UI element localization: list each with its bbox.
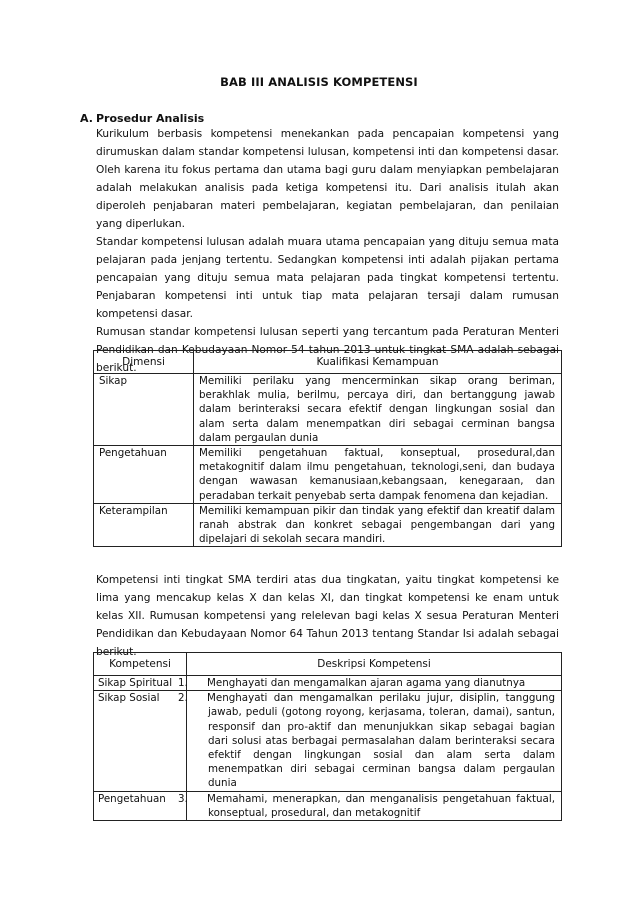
row-label: Pengetahuan: [94, 791, 187, 820]
row-description-item: [178, 676, 555, 690]
row-description: [178, 676, 562, 691]
item-number: 1.: [178, 677, 188, 689]
row-description: [178, 691, 562, 791]
paragraph-kompetensi-inti: [96, 571, 559, 661]
table-row: [94, 691, 562, 791]
row-label: Sikap: [94, 374, 194, 446]
table-row: [94, 503, 562, 547]
header-kompetensi: Kompetensi: [94, 653, 187, 676]
intro-paragraphs: [96, 125, 559, 377]
item-text: Menghayati dan mengamalkan ajaran agama yang dianutnya: [207, 677, 526, 689]
row-label: Keterampilan: [94, 503, 194, 547]
paragraph-standar-kompetensi: Standar kompetensi lulusan adalah muara utama pencapaian yang dituju semua mata pelajaran pada jenjang tertentu. Sedangkan kompetensi inti adalah pijakan pertama pencapaian yang dituju semua mata pelajaran pada tingkat kompetensi tertentu. Penjabaran kompetensi inti untuk tiap mata pelajaran tersaji dalam rumusan kompetensi dasar.: [96, 236, 559, 320]
row-label: Sikap Sosial: [94, 691, 187, 791]
row-description: [178, 791, 562, 820]
table-row: [94, 791, 562, 820]
row-label: Sikap Spiritual: [94, 676, 187, 691]
row-description-item: [178, 792, 555, 820]
row-description: Memiliki perilaku yang mencerminkan sikap orang beriman, berakhlak mulia, berilmu, percaya diri, dan bertanggung jawab dalam berinteraksi secara efektif dengan lingkungan sosial dan alam serta dalam menempatkan diri sebagai cerminan bangsa dalam pergaulan dunia: [194, 374, 562, 446]
item-number: 3.: [178, 792, 188, 805]
table-header-row: [94, 351, 562, 374]
table-row: [94, 676, 562, 691]
row-description: Memiliki pengetahuan faktual, konseptual, prosedural,dan metakognitif dalam ilmu pengetahuan, teknologi,seni, dan budaya dengan wawasan kemanusiaan,kebangsaan, kenegaraan, dan peradaban terkait penyebab serta dampak fenomena dan kejadian.: [194, 446, 562, 504]
table-standar-kompetensi-lulusan: [93, 350, 562, 547]
row-description: Memiliki kemampuan pikir dan tindak yang efektif dan kreatif dalam ranah abstrak dan konkret sebagai pengembangan dari yang dipelajari di sekolah secara mandiri.: [194, 503, 562, 547]
paragraph-kompetensi-inti-text: Kompetensi inti tingkat SMA terdiri atas dua tingkatan, yaitu tingkat kompetensi ke lima yang mencakup kelas X dan kelas XI, dan tingkat kompetensi ke enam untuk kelas XII. Rumusan kompetensi yang relelevan bagi kelas X sesua Peraturan Menteri Pendidikan dan Kebudayaan Nomor 64 Tahun 2013 tentang Standar Isi adalah sebagai berikut.: [96, 574, 559, 658]
item-number: 2.: [178, 692, 188, 705]
header-dimensi: Dimensi: [94, 351, 194, 374]
table-header-row: [94, 653, 562, 676]
table-row: [94, 446, 562, 504]
section-heading-text: Prosedur Analisis: [96, 112, 205, 125]
paragraph-kurikulum: Kurikulum berbasis kompetensi menekankan pada pencapaian kompetensi yang dirumuskan dalam standar kompetensi lulusan, kompetensi inti dan kompetensi dasar. Oleh karena itu fokus pertama dan utama bagi guru dalam menyiapkan pembelajaran adalah melakukan analisis pada ketiga kompetensi itu. Dari analisis itulah akan diperoleh penjabaran materi pembelajaran, kegiatan pembelajaran, dan penilaian yang diperlukan.: [96, 128, 559, 230]
row-label: Pengetahuan: [94, 446, 194, 504]
table-kompetensi-inti: [93, 652, 562, 821]
table-row: [94, 374, 562, 446]
chapter-title: BAB III ANALISIS KOMPETENSI: [220, 75, 418, 89]
header-kualifikasi: Kualifikasi Kemampuan: [194, 351, 562, 374]
row-description-item: [178, 691, 555, 790]
section-letter: A.: [80, 112, 93, 125]
header-deskripsi: Deskripsi Kompetensi: [187, 653, 562, 676]
section-heading: [80, 112, 204, 125]
item-text: Menghayati dan mengamalkan perilaku jujur, disiplin, tanggung jawab, peduli (gotong royong, kerjasama, toleran, damai), santun, responsif dan pro-aktif dan menunjukkan sikap sebagai bagian dari solusi atas berbagai permasalahan dalam berinteraksi secara efektif dengan lingkungan sosial dan alam serta dalam menempatkan diri sebagai cerminan bangsa dalam pergaulan dunia: [207, 692, 555, 790]
item-text: Memahami, menerapkan, dan menganalisis pengetahuan faktual, konseptual, prosedural, dan metakognitif: [207, 792, 555, 819]
paragraph-rumusan: Rumusan standar kompetensi lulusan seperti yang tercantum pada Peraturan Menteri Pendidikan dan Kebudayaan Nomor 54 tahun 2013 untuk tingkat SMA adalah sebagai berikut.: [96, 326, 559, 374]
